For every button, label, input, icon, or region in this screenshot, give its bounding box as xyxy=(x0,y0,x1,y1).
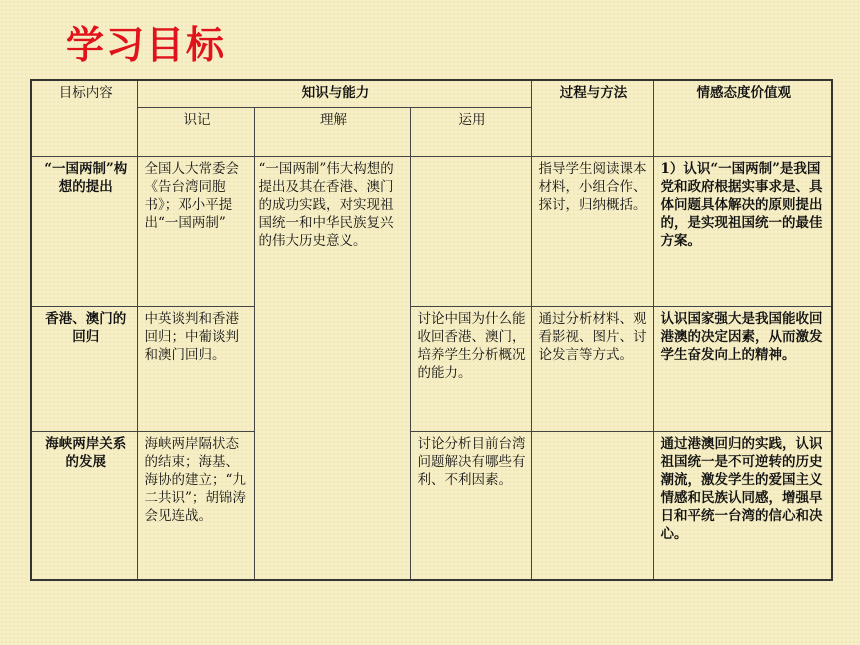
corner-header: 目标内容 xyxy=(31,80,137,156)
cell-emotion: 1）认识“一国两制”是我国党和政府根据实事求是、具体问题具体解决的原则提出的，是实现祖国统一的最佳方案。 xyxy=(653,156,832,306)
cell-apply: 讨论分析目前台湾问题解决有哪些有利、不利因素。 xyxy=(410,431,531,580)
cell-process: 通过分析材料、观看影视、图片、讨论发言等方式。 xyxy=(531,306,653,431)
row-topic-cross-strait: 海峡两岸关系的发展 xyxy=(31,431,137,580)
cell-remember: 海峡两岸隔状态的结束；海基、海协的建立；“九二共识”；胡锦涛会见连战。 xyxy=(137,431,254,580)
subheader-understand: 理解 xyxy=(254,107,410,156)
cell-emotion: 通过港澳回归的实践，认识祖国统一是不可逆转的历史潮流，激发学生的爱国主义情感和民族认同感，增强早日和平统一台湾的信心和决心。 xyxy=(653,431,832,580)
cell-understand: “一国两制”伟大构想的提出及其在香港、澳门的成功实践，对实现祖国统一和中华民族复兴的伟大历史意义。 xyxy=(254,156,410,580)
cell-remember: 中英谈判和香港回归；中葡谈判和澳门回归。 xyxy=(137,306,254,431)
cell-apply: 讨论中国为什么能收回香港、澳门，培养学生分析概况的能力。 xyxy=(410,306,531,431)
header-emotion: 情感态度价值观 xyxy=(653,80,832,156)
subheader-remember: 识记 xyxy=(137,107,254,156)
header-process: 过程与方法 xyxy=(531,80,653,156)
cell-process: 指导学生阅读课本材料，小组合作、探讨，归纳概括。 xyxy=(531,156,653,306)
cell-apply-empty xyxy=(410,156,531,306)
cell-process-empty xyxy=(531,431,653,580)
header-knowledge: 知识与能力 xyxy=(137,80,531,107)
learning-goals-table xyxy=(30,79,833,581)
subheader-apply: 运用 xyxy=(410,107,531,156)
page-title: 学习目标 xyxy=(66,23,227,67)
cell-emotion: 认识国家强大是我国能收回港澳的决定因素，从而激发学生奋发向上的精神。 xyxy=(653,306,832,431)
cell-remember: 全国人大常委会《告台湾同胞书》；邓小平提出“一国两制” xyxy=(137,156,254,306)
row-topic-hk-macau-return: 香港、澳门的回归 xyxy=(31,306,137,431)
row-topic-one-country-two-systems: “一国两制”构想的提出 xyxy=(31,156,137,306)
